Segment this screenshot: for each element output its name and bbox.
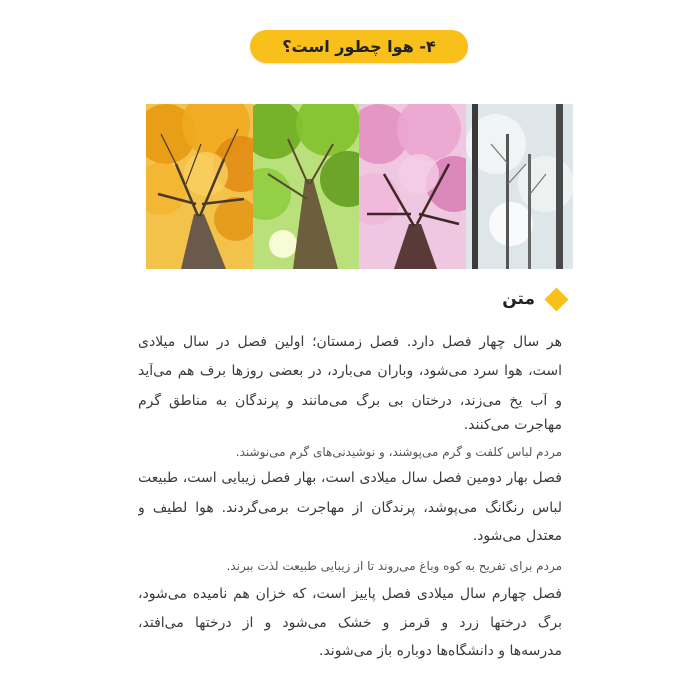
text-line-10: فصل چهارم سال میلادی فصل پاییز است، که خزان هم نامیده می‌شود، — [138, 586, 562, 602]
text-line-4: مهاجرت می‌کنند. — [463, 417, 562, 433]
text-line-6: فصل بهار دومین فصل سال میلادی است، بهار فصل زیبایی است، طبیعت — [138, 470, 562, 486]
snowy-forest-svg — [466, 104, 573, 269]
text-line-3: و آب یخ می‌زند، درختان بی برگ می‌مانند و پرندگان به مناطق گرم — [138, 393, 562, 409]
text-line-5: مردم لباس کلفت و گرم می‌پوشند، و نوشیدنی‌های گرم می‌نوشند. — [235, 445, 562, 459]
autumn-tree-image — [146, 104, 253, 269]
text-line-8: معتدل می‌شود. — [472, 528, 562, 544]
blossom-tree-svg — [359, 104, 466, 269]
text-line-1: هر سال چهار فصل دارد. فصل زمستان؛ اولین فصل در سال میلادی — [138, 334, 562, 350]
green-tree-svg — [253, 104, 359, 269]
yellow-diamond-icon — [544, 287, 568, 311]
text-line-2: است، هوا سرد می‌شود، وباران می‌بارد، در بعضی روزها برف هم می‌آید — [138, 363, 562, 379]
autumn-tree-svg — [146, 104, 253, 269]
pink-blossom-tree-image — [359, 104, 466, 269]
page-title-text: ۴- هوا چطور است؟ — [282, 37, 436, 56]
text-line-9: مردم برای تفریح به کوه وباغ می‌روند تا از زیبایی طبیعت لذت ببرند. — [226, 559, 562, 573]
green-tree-image — [253, 104, 359, 269]
text-line-11: برگ درختها زرد و قرمز و خشک می‌شود و از درختها می‌افتد، — [138, 615, 562, 631]
section-title: متن — [502, 289, 535, 309]
text-line-7: لباس رنگانگ می‌پوشد، پرندگان از مهاجرت برمی‌گردند. هوا لطیف و — [138, 500, 562, 516]
page-title — [250, 30, 468, 63]
section-header — [502, 289, 565, 309]
text-line-12: مدرسه‌ها و دانشگاه‌ها دوباره باز می‌شوند. — [319, 643, 562, 659]
season-photos-strip — [146, 104, 573, 269]
snowy-forest-image — [466, 104, 573, 269]
